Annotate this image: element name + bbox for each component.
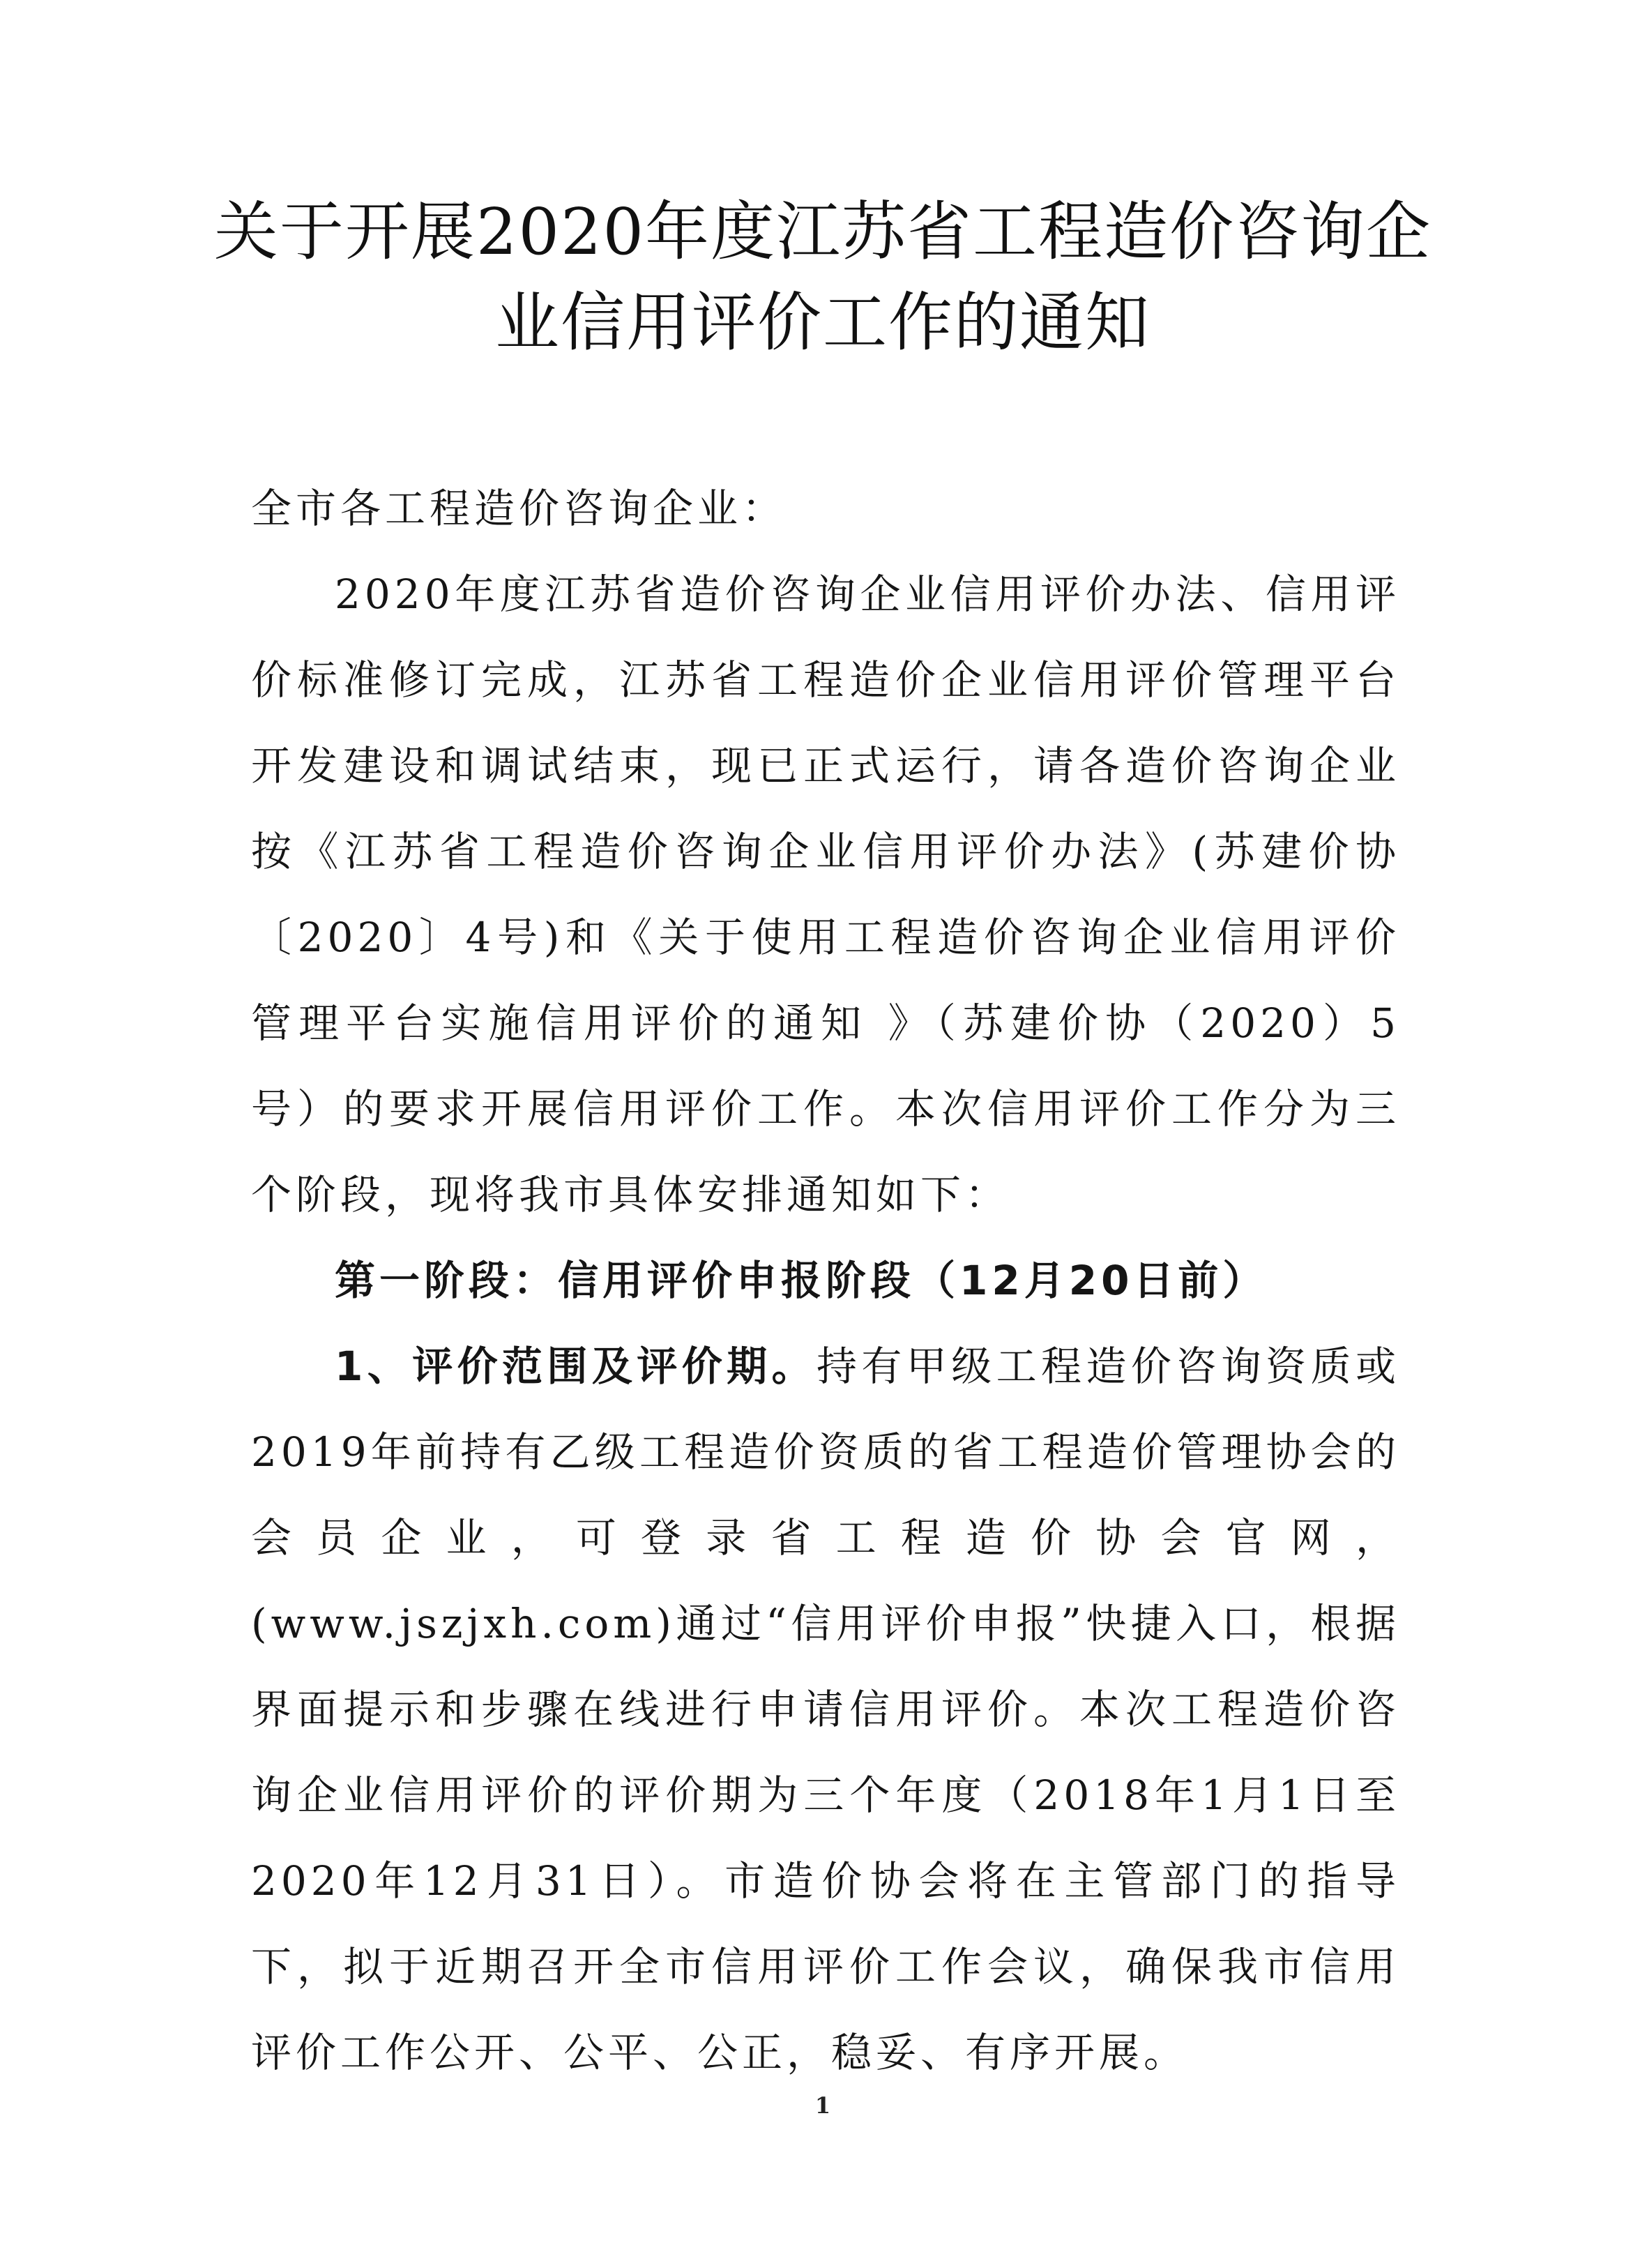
document-title <box>209 187 1436 368</box>
item-1-lead: 1、评价范围及评价期。 <box>335 1343 817 1390</box>
paragraph-intro: 2020年度江苏省造价咨询企业信用评价办法、信用评价标准修订完成，江苏省工程造价企业信用评价管理平台开发建设和调试结束，现已正式运行，请各造价咨询企业按《江苏省工程造价咨询企业信用评价办法》(苏建价协〔2020〕4号)和《关于使用工程造价咨询企业信用评价管理平台实施信用评价的通知 》（苏建价协（2020）5号）的要求开展信用评价工作。本次信用评价工作分为三个阶段，现将我市具体安排通知如下： <box>251 570 1400 1218</box>
stage-1-heading: 第一阶段：信用评价申报阶段（12月20日前） <box>335 1257 1268 1304</box>
title-line-2: 业信用评价工作的通知 <box>494 285 1151 360</box>
salutation: 全市各工程造价咨询企业： <box>251 485 787 532</box>
page-number: 1 <box>814 2092 831 2119</box>
document-body <box>251 466 1400 2096</box>
item-1-text: 持有甲级工程造价咨询资质或2019年前持有乙级工程造价资质的省工程造价管理协会的会员企业，可登录省工程造价协会官网，(www.jszjxh.com)通过“信用评价申报”快捷入口，根据界面提示和步骤在线进行申请信用评价。本次工程造价咨询企业信用评价的评价期为三个年度（2018年1月1日至2020年12月31日）。市造价协会将在主管部门的指导下，拟于近期召开全市信用评价工作会议，确保我市信用评价工作公开、公平、公正，稳妥、有序开展。 <box>251 1343 1400 2076</box>
title-line-1: 关于开展2020年度江苏省工程造价咨询企 <box>213 195 1432 269</box>
item-1-paragraph <box>251 1324 1400 2096</box>
